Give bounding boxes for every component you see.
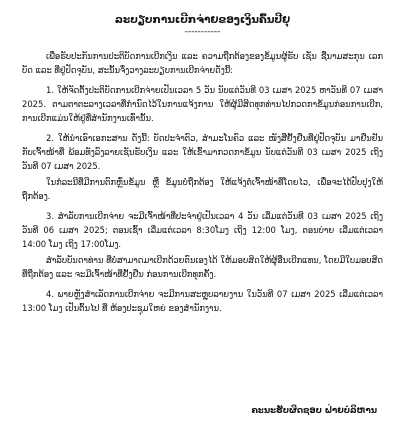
clause-2-paragraph: 2. ໃຫ້ນໍາເອົາເອກະສານ ດັ່ງນີ້: ບັດປະຈໍາຕົວ, ສໍາມະໂນຄົວ ແລະ ໜັງສືຢັ້ງຢືນທີ່ຢູ່ປັດຈຸບັນ ມາຢືນຢັນກັບເຈົ້າໜ້າທີ່ ພ້ອມທັງລົງລາຍເຊັນຮັບເງິນ ແລະ ໃຫ້ເຂົ້າມາກວດກາຂໍ້ມູນ ນັບແຕ່ວັນທີ 03 ເມສາ 2025 ເຖິງວັນທີ 07 ເມສາ 2025. <box>22 133 383 171</box>
document-title: ລະບຽບການເບີກຈ່າຍຂອງເງິນຄົ້ນປີຍຸ <box>114 14 291 26</box>
clause-3-paragraph: 3. ສໍາລັບການເບີກຈ່າຍ ຈະມີເຈົ້າໜ້າທີ່ປະຈໍາຢູ່ເປັນເວລາ 4 ວັນ ເລີ່ມແຕ່ວັນທີ 03 ເມສາ 2025 ເຖິງວັນທີ 06 ເມສາ 2025; ຕອນເຊົ້າ ເລີ່ມແຕ່ເວລາ 8:30ໂມງ ເຖິງ 12:00 ໂມງ, ຕອນບ່າຍ ເລີ່ມແຕ່ເວລາ 14:00 ໂມງ ເຖິງ 17:00ໂມງ. <box>22 211 383 249</box>
clause-1-paragraph: 1. ໃຫ້ຈັດຕັ້ງປະຕິບັດການເບີກຈ່າຍເປັນເວລາ 5 ວັນ ນັບແຕ່ວັນທີ 03 ເມສາ 2025 ຫາວັນທີ 07 ເມສາ 2025. ຕາມຕາຕະລາງເວລາທີ່ກໍານົດໄວ້ໃນການແຈ້ງການ ໃຫ້ຜູ້ມີສິດທຸກທ່ານໄປກວດກາຂໍ້ມູນກ່ອນການເບີກ, ການເບີກແມ່ນໃຫ້ຢູ່ທີ່ສໍານັກງານເທົ່ານັ້ນ. <box>22 85 383 123</box>
title-underline: ----------- <box>184 27 221 37</box>
clause-3-note-paragraph: ສໍາລັບບັນດາທ່ານ ທີ່ບໍ່ສາມາດມາເບີກດ້ວຍຕົນເອງໄດ້ ໃຫ້ມອບສິດໃຫ້ຜູ້ອື່ນເບີກແທນ, ໂດຍມີໃບມອບສິດທີ່ຖືກຕ້ອງ ແລະ ຈະມີເຈົ້າໜ້າທີ່ຢັ້ງຢືນ ກ່ອນການເບີກທຸກຄັ້ງ. <box>22 255 383 279</box>
clause-2-note-paragraph: ໃນກໍລະນີທີ່ມີການຕົກຫຼົ່ນຂໍ້ມູນ ຫຼື ຂໍ້ມູນບໍ່ຖືກຕ້ອງ ໃຫ້ແຈ້ງຕໍ່ເຈົ້າໜ້າທີ່ໂດຍໄວ, ເພື່ອຈະໄດ້ປັບປຸງໃຫ້ຖືກຕ້ອງ. <box>22 177 383 201</box>
intro-paragraph: ເພື່ອຮັບປະກັນການປະຕິບັດການເບີກເງິນ ແລະ ຄວາມຖືກຕ້ອງຂອງຂໍ້ມູນຜູ້ຮັບ ເຊັ່ນ ຊື່ນາມສະກຸນ ເລກບັດ ແລະ ທີ່ຢູ່ປັດຈຸບັນ, ສະນັ້ນຈຶ່ງວາງລະບຽບການເບີກຈ່າຍດັ່ງນີ້: <box>22 51 383 75</box>
clause-4-paragraph: 4. ພາຍຫຼັງສໍາເລັດການເບີກຈ່າຍ ຈະມີການສະຫຼຸບລາຍງານ ໃນວັນທີ 07 ເມສາ 2025 ເລີ່ມແຕ່ເວລາ 13:00 ໂມງ ເປັນຕົ້ນໄປ ທີ່ ຫ້ອງປະຊຸມໃຫຍ່ ຂອງສໍານັກງານ. <box>22 289 383 313</box>
signature-line: ຄະນະຮັບຜິດຊອບ ຝ່າຍບໍລິຫານ <box>251 406 377 416</box>
